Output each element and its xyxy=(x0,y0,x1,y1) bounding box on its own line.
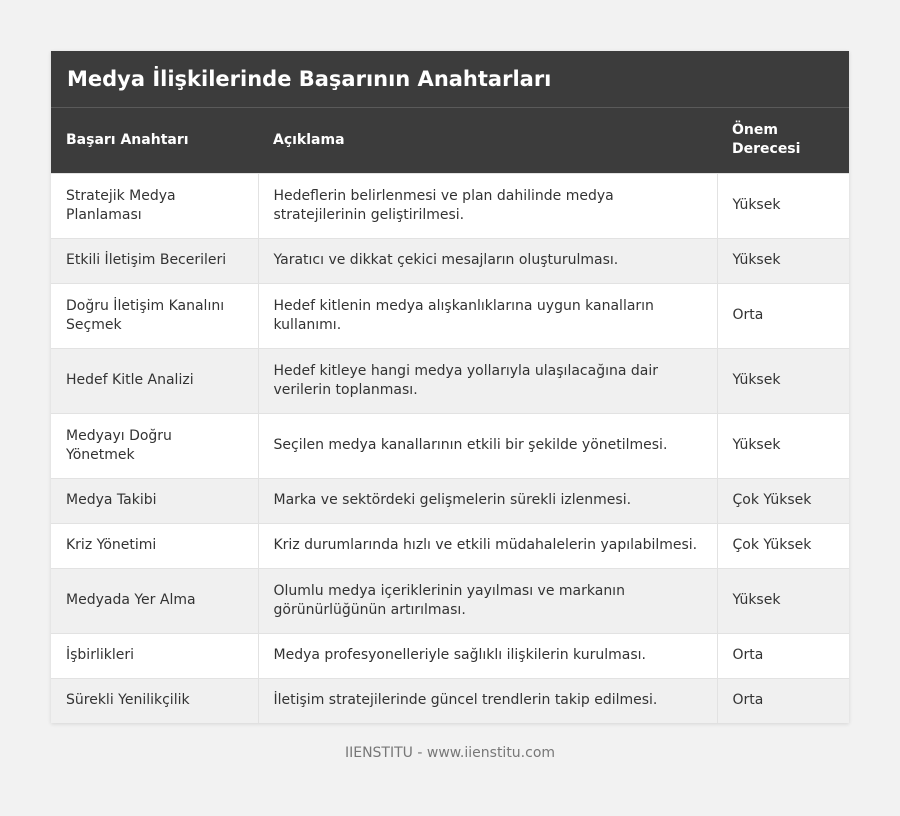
cell-description: Yaratıcı ve dikkat çekici mesajların oluşturulması. xyxy=(258,238,717,283)
cell-importance: Çok Yüksek xyxy=(717,478,849,523)
cell-importance: Çok Yüksek xyxy=(717,523,849,568)
table-row xyxy=(51,283,849,348)
cell-key: Sürekli Yenilikçilik xyxy=(51,678,258,723)
table-title: Medya İlişkilerinde Başarının Anahtarları xyxy=(51,51,849,108)
table-row xyxy=(51,348,849,413)
column-header-description: Açıklama xyxy=(258,108,717,173)
cell-key: Medyada Yer Alma xyxy=(51,568,258,633)
table-row xyxy=(51,523,849,568)
cell-key: İşbirlikleri xyxy=(51,633,258,678)
header-row xyxy=(51,108,849,173)
column-header-importance: Önem Derecesi xyxy=(717,108,849,173)
cell-description: Marka ve sektördeki gelişmelerin sürekli izlenmesi. xyxy=(258,478,717,523)
footer-credit: IIENSTITU - www.iienstitu.com xyxy=(344,745,556,761)
column-header-key: Başarı Anahtarı xyxy=(51,108,258,173)
cell-key: Medya Takibi xyxy=(51,478,258,523)
table-row xyxy=(51,568,849,633)
cell-key: Hedef Kitle Analizi xyxy=(51,348,258,413)
cell-key: Medyayı Doğru Yönetmek xyxy=(51,413,258,478)
cell-importance: Yüksek xyxy=(717,568,849,633)
cell-description: Medya profesyonelleriyle sağlıklı ilişkilerin kurulması. xyxy=(258,633,717,678)
cell-description: Hedef kitlenin medya alışkanlıklarına uygun kanalların kullanımı. xyxy=(258,283,717,348)
cell-key: Kriz Yönetimi xyxy=(51,523,258,568)
cell-importance: Yüksek xyxy=(717,238,849,283)
cell-importance: Yüksek xyxy=(717,413,849,478)
table-row xyxy=(51,413,849,478)
cell-key: Doğru İletişim Kanalını Seçmek xyxy=(51,283,258,348)
cell-importance: Yüksek xyxy=(717,348,849,413)
success-keys-table xyxy=(51,108,849,723)
cell-description: Olumlu medya içeriklerinin yayılması ve markanın görünürlüğünün artırılması. xyxy=(258,568,717,633)
cell-importance: Orta xyxy=(717,633,849,678)
cell-description: İletişim stratejilerinde güncel trendlerin takip edilmesi. xyxy=(258,678,717,723)
cell-importance: Orta xyxy=(717,678,849,723)
table-row xyxy=(51,633,849,678)
cell-importance: Yüksek xyxy=(717,173,849,238)
cell-description: Seçilen medya kanallarının etkili bir şekilde yönetilmesi. xyxy=(258,413,717,478)
table-row xyxy=(51,678,849,723)
cell-description: Hedef kitleye hangi medya yollarıyla ulaşılacağına dair verilerin toplanması. xyxy=(258,348,717,413)
table-row xyxy=(51,478,849,523)
table-card xyxy=(51,51,849,723)
cell-key: Etkili İletişim Becerileri xyxy=(51,238,258,283)
cell-description: Kriz durumlarında hızlı ve etkili müdahalelerin yapılabilmesi. xyxy=(258,523,717,568)
table-row xyxy=(51,173,849,238)
cell-importance: Orta xyxy=(717,283,849,348)
cell-description: Hedeflerin belirlenmesi ve plan dahilinde medya stratejilerinin geliştirilmesi. xyxy=(258,173,717,238)
cell-key: Stratejik Medya Planlaması xyxy=(51,173,258,238)
table-row xyxy=(51,238,849,283)
